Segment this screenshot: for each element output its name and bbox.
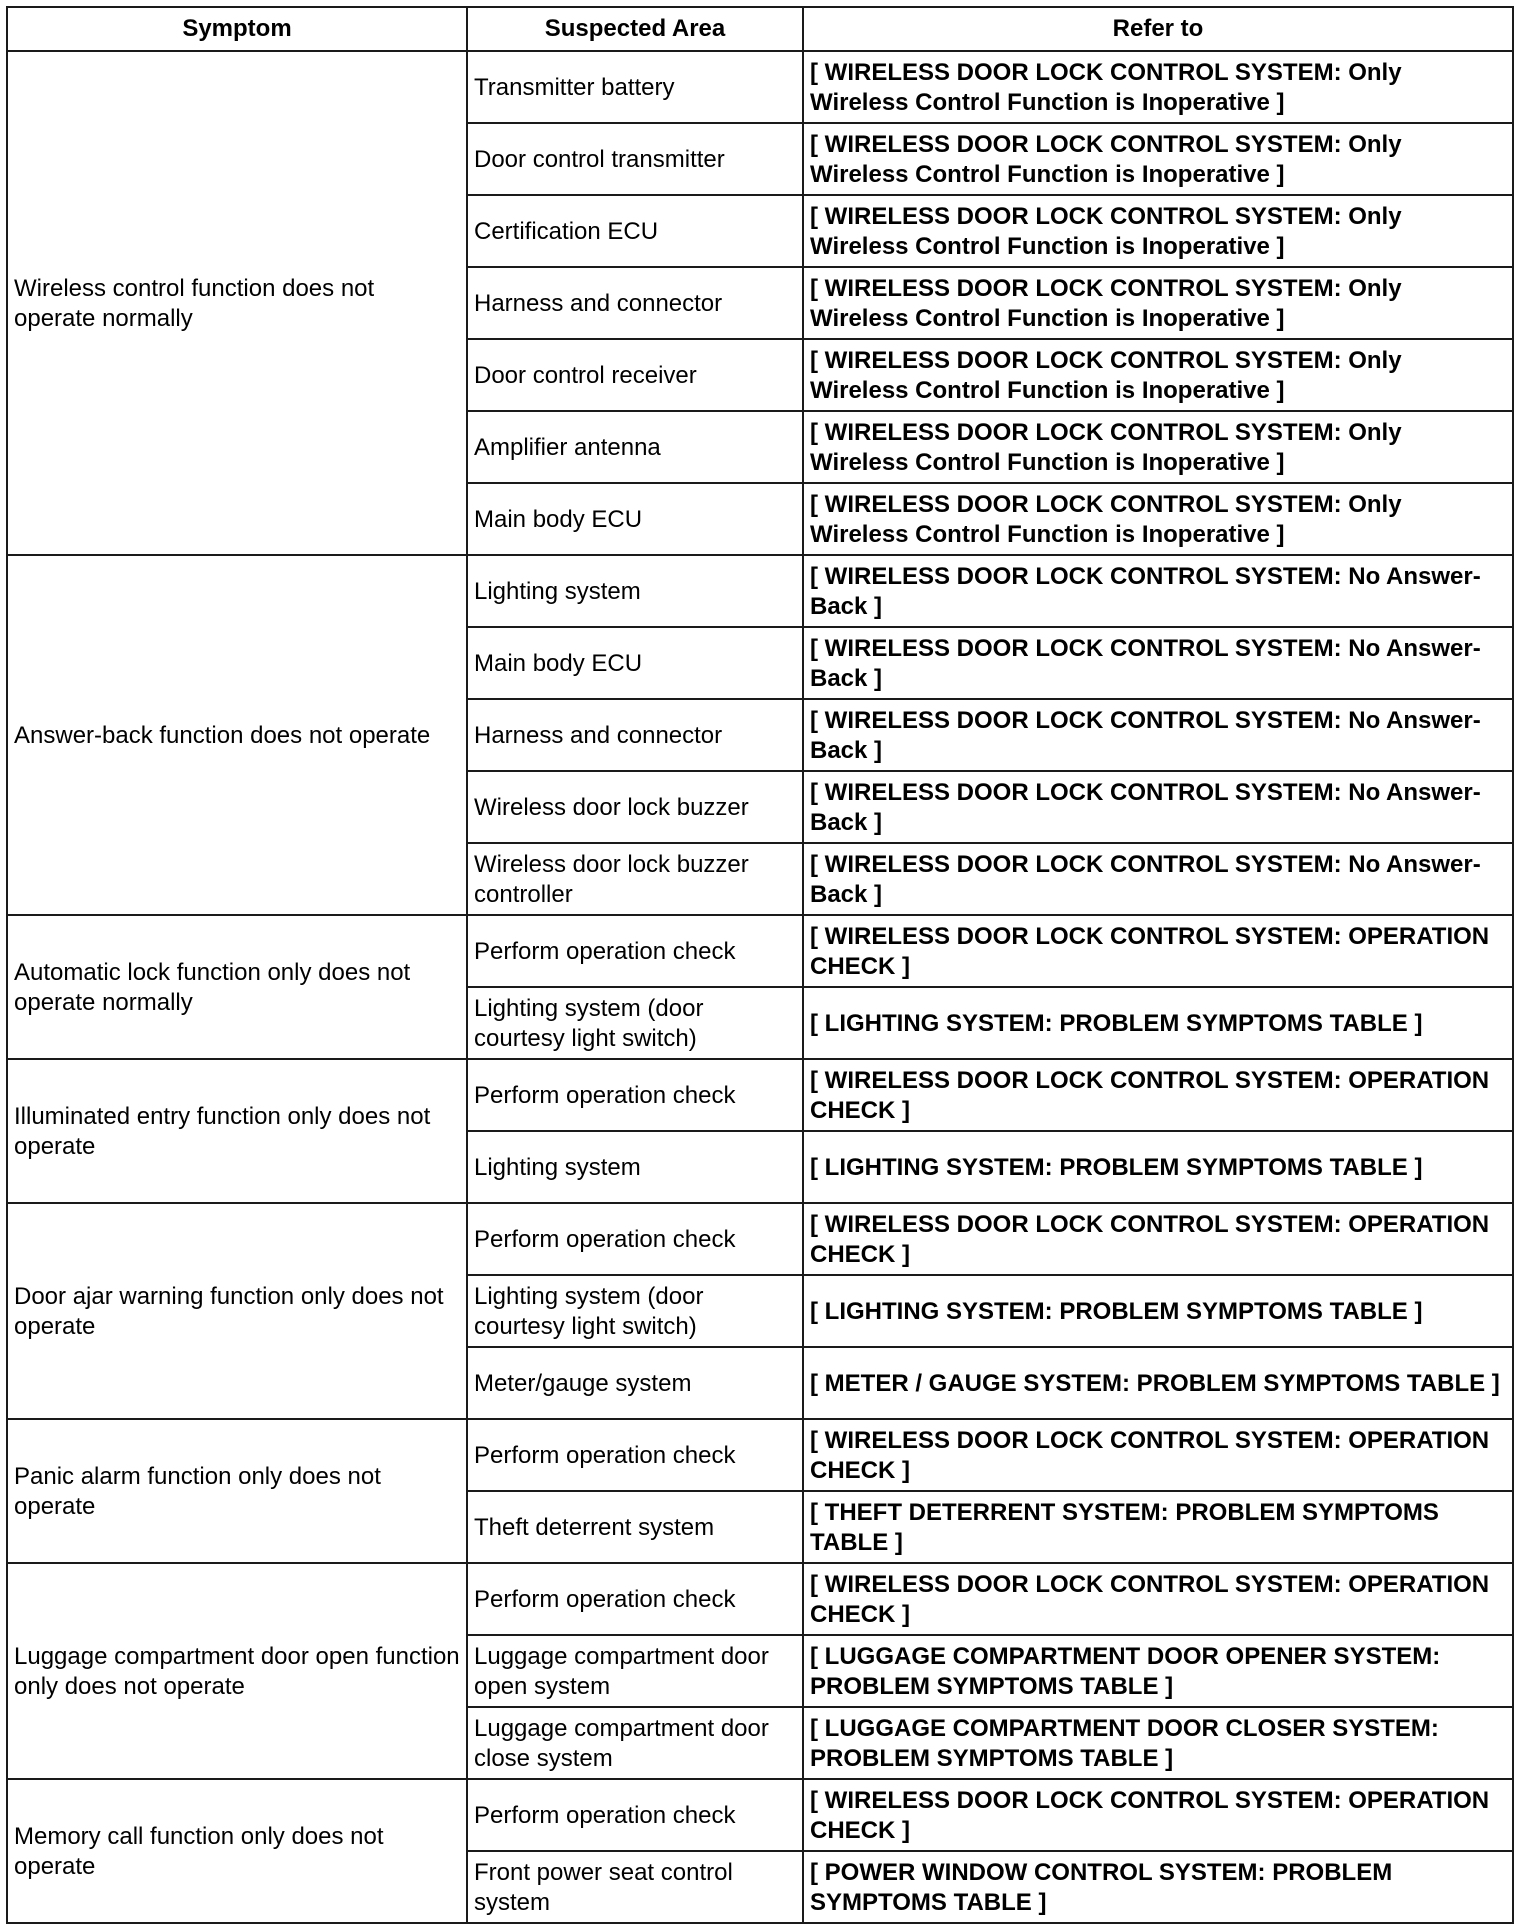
- suspected-area-cell: Perform operation check: [467, 1203, 803, 1275]
- table-row: [7, 1419, 1513, 1491]
- table-row: [7, 1563, 1513, 1635]
- table-header-row: [7, 7, 1513, 51]
- refer-to-link[interactable]: [ WIRELESS DOOR LOCK CONTROL SYSTEM: OPERATION CHECK ]: [803, 1563, 1513, 1635]
- suspected-area-cell: Meter/gauge system: [467, 1347, 803, 1419]
- problem-symptoms-table: [6, 6, 1514, 1924]
- header-refer-to: Refer to: [803, 7, 1513, 51]
- refer-to-link[interactable]: [ WIRELESS DOOR LOCK CONTROL SYSTEM: OPERATION CHECK ]: [803, 915, 1513, 987]
- table-row: [7, 1203, 1513, 1275]
- refer-to-link[interactable]: [ WIRELESS DOOR LOCK CONTROL SYSTEM: OPERATION CHECK ]: [803, 1059, 1513, 1131]
- suspected-area-cell: Transmitter battery: [467, 51, 803, 123]
- refer-to-link[interactable]: [ WIRELESS DOOR LOCK CONTROL SYSTEM: No Answer-Back ]: [803, 771, 1513, 843]
- refer-to-link[interactable]: [ WIRELESS DOOR LOCK CONTROL SYSTEM: Only Wireless Control Function is Inoperative ]: [803, 195, 1513, 267]
- refer-to-link[interactable]: [ WIRELESS DOOR LOCK CONTROL SYSTEM: Only Wireless Control Function is Inoperative ]: [803, 339, 1513, 411]
- suspected-area-cell: Door control transmitter: [467, 123, 803, 195]
- refer-to-link[interactable]: [ LUGGAGE COMPARTMENT DOOR CLOSER SYSTEM: PROBLEM SYMPTOMS TABLE ]: [803, 1707, 1513, 1779]
- suspected-area-cell: Luggage compartment door close system: [467, 1707, 803, 1779]
- suspected-area-cell: Perform operation check: [467, 1419, 803, 1491]
- table-row: [7, 1779, 1513, 1851]
- suspected-area-cell: Lighting system: [467, 1131, 803, 1203]
- refer-to-link[interactable]: [ WIRELESS DOOR LOCK CONTROL SYSTEM: Only Wireless Control Function is Inoperative ]: [803, 411, 1513, 483]
- suspected-area-cell: Main body ECU: [467, 483, 803, 555]
- suspected-area-cell: Perform operation check: [467, 1563, 803, 1635]
- suspected-area-cell: Theft deterrent system: [467, 1491, 803, 1563]
- refer-to-link[interactable]: [ WIRELESS DOOR LOCK CONTROL SYSTEM: Only Wireless Control Function is Inoperative ]: [803, 123, 1513, 195]
- refer-to-link[interactable]: [ METER / GAUGE SYSTEM: PROBLEM SYMPTOMS TABLE ]: [803, 1347, 1513, 1419]
- suspected-area-cell: Luggage compartment door open system: [467, 1635, 803, 1707]
- header-suspected-area: Suspected Area: [467, 7, 803, 51]
- symptom-cell: Illuminated entry function only does not operate: [7, 1059, 467, 1203]
- suspected-area-cell: Lighting system (door courtesy light switch): [467, 1275, 803, 1347]
- refer-to-link[interactable]: [ WIRELESS DOOR LOCK CONTROL SYSTEM: No Answer-Back ]: [803, 627, 1513, 699]
- refer-to-link[interactable]: [ WIRELESS DOOR LOCK CONTROL SYSTEM: OPERATION CHECK ]: [803, 1419, 1513, 1491]
- suspected-area-cell: Harness and connector: [467, 267, 803, 339]
- symptom-cell: Answer-back function does not operate: [7, 555, 467, 915]
- suspected-area-cell: Wireless door lock buzzer: [467, 771, 803, 843]
- refer-to-link[interactable]: [ THEFT DETERRENT SYSTEM: PROBLEM SYMPTOMS TABLE ]: [803, 1491, 1513, 1563]
- table-row: [7, 915, 1513, 987]
- suspected-area-cell: Lighting system: [467, 555, 803, 627]
- suspected-area-cell: Front power seat control system: [467, 1851, 803, 1923]
- table-row: [7, 51, 1513, 123]
- suspected-area-cell: Door control receiver: [467, 339, 803, 411]
- symptom-cell: Automatic lock function only does not operate normally: [7, 915, 467, 1059]
- refer-to-link[interactable]: [ WIRELESS DOOR LOCK CONTROL SYSTEM: No Answer-Back ]: [803, 843, 1513, 915]
- suspected-area-cell: Perform operation check: [467, 915, 803, 987]
- suspected-area-cell: Wireless door lock buzzer controller: [467, 843, 803, 915]
- suspected-area-cell: Amplifier antenna: [467, 411, 803, 483]
- refer-to-link[interactable]: [ WIRELESS DOOR LOCK CONTROL SYSTEM: No Answer-Back ]: [803, 555, 1513, 627]
- symptom-cell: Memory call function only does not operate: [7, 1779, 467, 1923]
- problem-symptoms-table-container: [6, 6, 1512, 1924]
- refer-to-link[interactable]: [ WIRELESS DOOR LOCK CONTROL SYSTEM: Only Wireless Control Function is Inoperative ]: [803, 51, 1513, 123]
- suspected-area-cell: Perform operation check: [467, 1779, 803, 1851]
- refer-to-link[interactable]: [ WIRELESS DOOR LOCK CONTROL SYSTEM: OPERATION CHECK ]: [803, 1779, 1513, 1851]
- symptom-cell: Panic alarm function only does not operate: [7, 1419, 467, 1563]
- table-body: [7, 51, 1513, 1923]
- suspected-area-cell: Main body ECU: [467, 627, 803, 699]
- header-symptom: Symptom: [7, 7, 467, 51]
- refer-to-link[interactable]: [ LIGHTING SYSTEM: PROBLEM SYMPTOMS TABLE ]: [803, 987, 1513, 1059]
- refer-to-link[interactable]: [ WIRELESS DOOR LOCK CONTROL SYSTEM: Only Wireless Control Function is Inoperative ]: [803, 267, 1513, 339]
- suspected-area-cell: Harness and connector: [467, 699, 803, 771]
- table-row: [7, 1059, 1513, 1131]
- symptom-cell: Wireless control function does not operate normally: [7, 51, 467, 555]
- suspected-area-cell: Lighting system (door courtesy light switch): [467, 987, 803, 1059]
- symptom-cell: Luggage compartment door open function only does not operate: [7, 1563, 467, 1779]
- suspected-area-cell: Certification ECU: [467, 195, 803, 267]
- refer-to-link[interactable]: [ WIRELESS DOOR LOCK CONTROL SYSTEM: Only Wireless Control Function is Inoperative ]: [803, 483, 1513, 555]
- refer-to-link[interactable]: [ LIGHTING SYSTEM: PROBLEM SYMPTOMS TABLE ]: [803, 1275, 1513, 1347]
- table-row: [7, 555, 1513, 627]
- refer-to-link[interactable]: [ LUGGAGE COMPARTMENT DOOR OPENER SYSTEM: PROBLEM SYMPTOMS TABLE ]: [803, 1635, 1513, 1707]
- refer-to-link[interactable]: [ LIGHTING SYSTEM: PROBLEM SYMPTOMS TABLE ]: [803, 1131, 1513, 1203]
- suspected-area-cell: Perform operation check: [467, 1059, 803, 1131]
- refer-to-link[interactable]: [ WIRELESS DOOR LOCK CONTROL SYSTEM: No Answer-Back ]: [803, 699, 1513, 771]
- refer-to-link[interactable]: [ POWER WINDOW CONTROL SYSTEM: PROBLEM SYMPTOMS TABLE ]: [803, 1851, 1513, 1923]
- symptom-cell: Door ajar warning function only does not operate: [7, 1203, 467, 1419]
- refer-to-link[interactable]: [ WIRELESS DOOR LOCK CONTROL SYSTEM: OPERATION CHECK ]: [803, 1203, 1513, 1275]
